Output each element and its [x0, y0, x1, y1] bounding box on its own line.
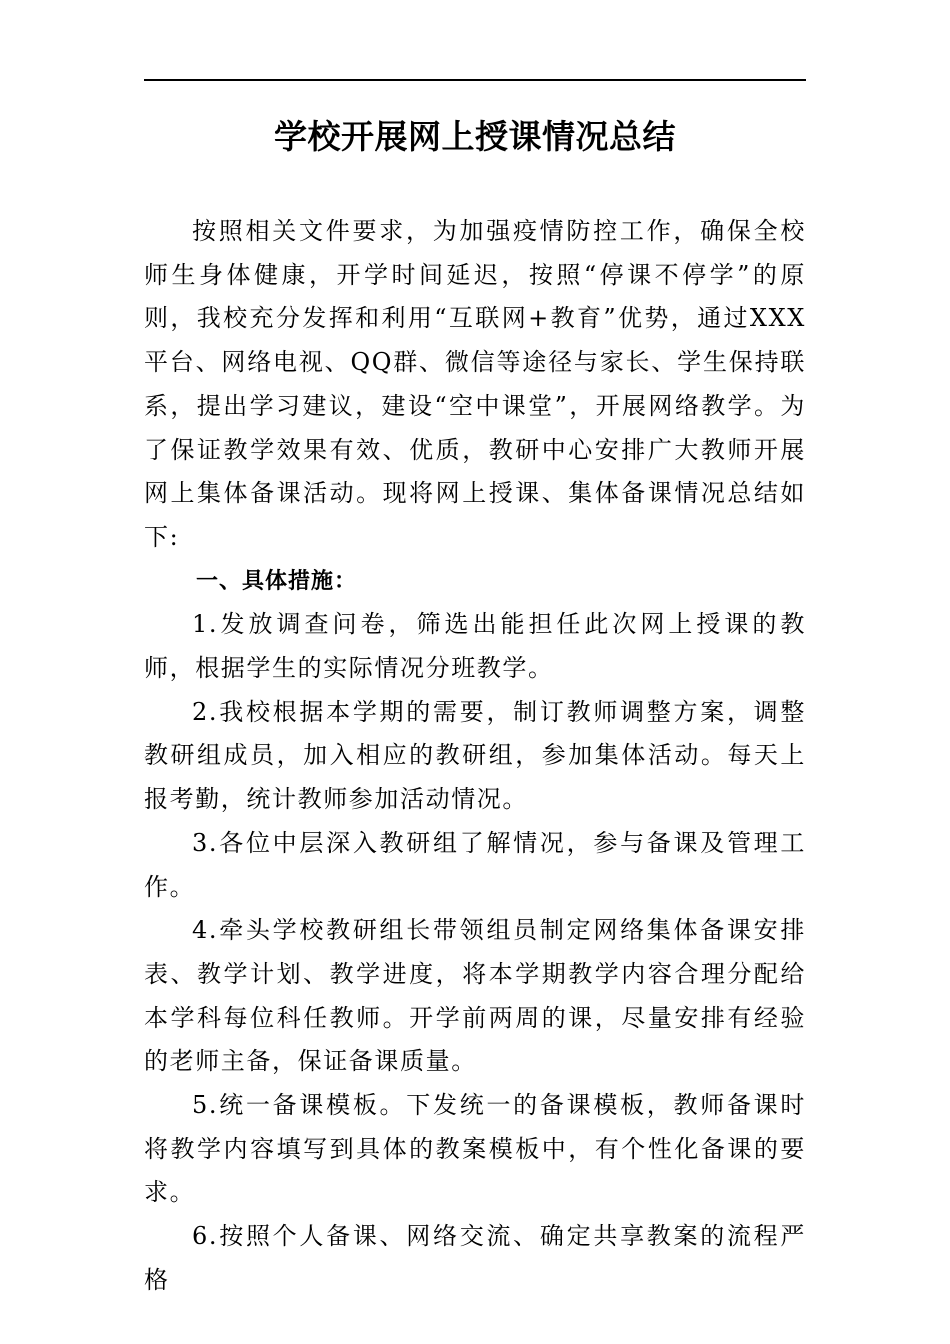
- section-heading: 一、具体措施：: [196, 568, 358, 594]
- list-item: 1.发放调查问卷，筛选出能担任此次网上授课的教师，根据学生的实际情况分班教学。: [144, 610, 806, 683]
- document-body: [144, 210, 806, 1303]
- document-title: 学校开展网上授课情况总结: [274, 117, 676, 156]
- list-item: 4.牵头学校教研组长带领组员制定网络集体备课安排表、教学计划、教学进度，将本学期教学内容合理分配给本学科每位科任教师。开学前两周的课，尽量安排有经验的老师主备，保证备课质量。: [144, 916, 806, 1076]
- list-item: 5.统一备课模板。下发统一的备课模板，教师备课时将教学内容填写到具体的教案模板中，有个性化备课的要求。: [144, 1091, 806, 1207]
- header-rule: [144, 79, 806, 81]
- list-item: 2.我校根据本学期的需要，制订教师调整方案，调整教研组成员，加入相应的教研组，参加集体活动。每天上报考勤，统计教师参加活动情况。: [144, 697, 806, 814]
- list-item: 6.按照个人备课、网络交流、确定共享教案的流程严格: [144, 1222, 806, 1294]
- list-item: 3.各位中层深入教研组了解情况，参与备课及管理工作。: [144, 828, 806, 901]
- intro-paragraph: 按照相关文件要求，为加强疫情防控工作，确保全校师生身体健康，开学时间延迟，按照“停课不停学”的原则，我校充分发挥和利用“互联网+教育”优势，通过XXX平台、网络电视、QQ群、微信等途径与家长、学生保持联系，提出学习建议，建设“空中课堂”，开展网络教学。为了保证教学效果有效、优质，教研中心安排广大教师开展网上集体备课活动。现将网上授课、集体备课情况总结如下:: [144, 217, 806, 551]
